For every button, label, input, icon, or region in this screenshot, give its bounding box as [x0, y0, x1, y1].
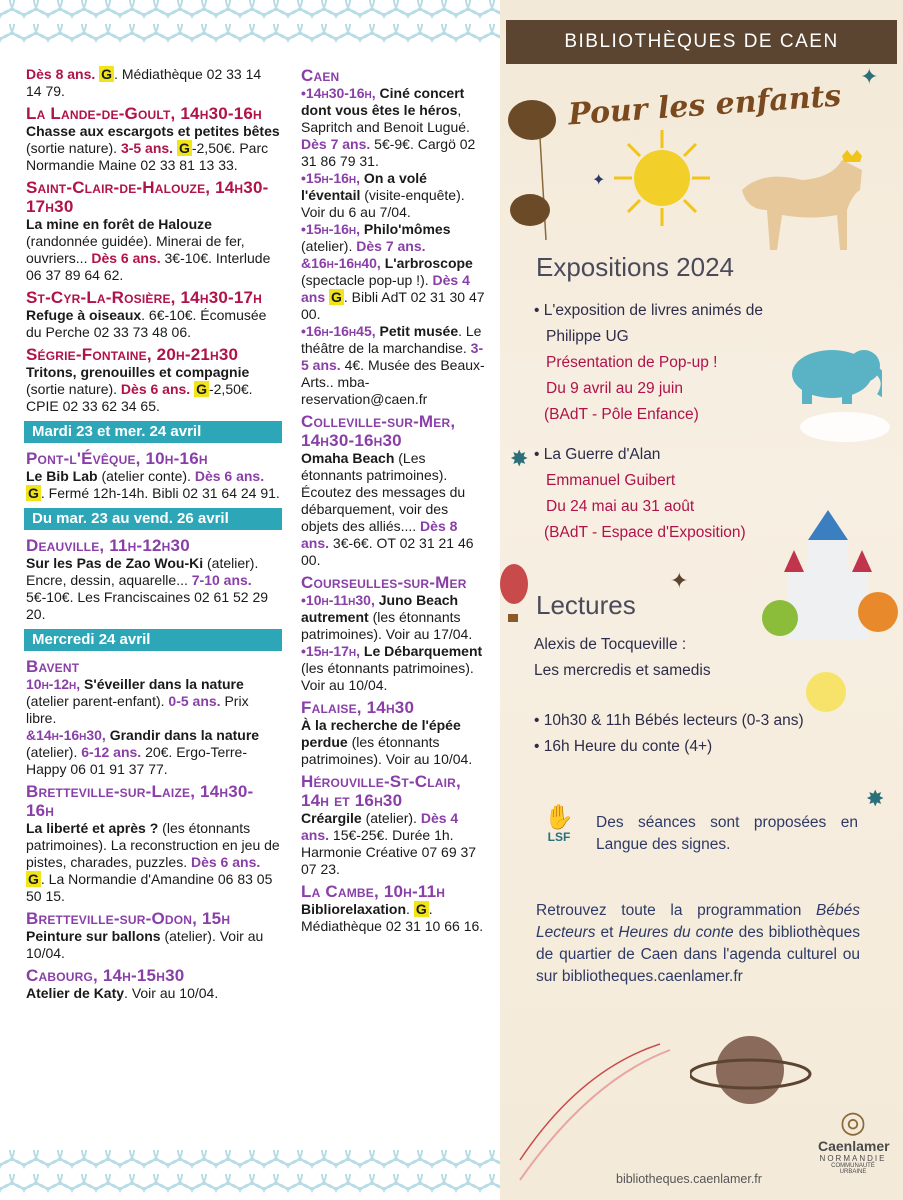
age-label: Dès 6 ans.: [187, 854, 261, 870]
entry-segrie-fontaine: [26, 345, 280, 415]
age-label: 0-5 ans.: [164, 693, 221, 709]
right-panel: [500, 0, 903, 1200]
horse-illustration: [722, 150, 882, 260]
entry-place: Caen: [301, 66, 340, 85]
entry-text: (sortie nature).: [26, 140, 118, 156]
entry-place: La Lande-de-Goult, 14h30-16h: [26, 104, 262, 123]
caen-item: [301, 85, 487, 170]
entry-text: .: [406, 901, 410, 917]
sign-language-icon: ✋ LSF: [536, 806, 582, 844]
courseulles-item: [301, 643, 487, 694]
script-title: Pour les enfants: [567, 78, 843, 133]
age-label: Dès 6 ans.: [87, 250, 161, 266]
entry-lande-de-goult: [26, 104, 280, 174]
entry-title: La mine en forêt de Halouze: [26, 216, 212, 232]
elephant-illustration: [772, 336, 882, 416]
entry-text: (atelier).: [26, 744, 78, 760]
entry-text: -2,50€. CPIE 02 33 62 34 65.: [26, 381, 253, 414]
age-label: 7-10 ans.: [187, 572, 252, 588]
entry-place: Bretteville-sur-Laize, 14h30-16h: [26, 782, 254, 820]
entry-text: (atelier conte).: [97, 468, 191, 484]
cloud-decoration: [800, 412, 890, 442]
lectures-list: [534, 708, 804, 760]
entry-title: Le Débarquement: [360, 643, 483, 659]
footer-url: bibliotheques.caenlamer.fr: [616, 1172, 762, 1186]
entry-time: •15h-17h,: [301, 643, 361, 659]
entry-time: •15h-16h,: [301, 221, 361, 237]
logo-name: Caenlamer: [818, 1138, 890, 1154]
expo-2-dates: Du 24 mai au 31 août: [546, 498, 695, 515]
age-label: Dès 6 ans.: [190, 468, 265, 484]
entry-caen: [301, 66, 487, 408]
sun-decoration: [806, 672, 846, 712]
entry-title: S'éveiller dans la nature: [80, 676, 244, 692]
entry-place: Hérouville-St-Clair, 14h et 16h30: [301, 772, 461, 810]
entry-text: 3€-6€. OT 02 31 21 46 00.: [301, 535, 474, 568]
courseulles-item: [301, 592, 487, 643]
entry-courseulles: [301, 573, 487, 694]
entry-text: (atelier). Voir au 10/04.: [26, 928, 264, 961]
age-label: 3-5 ans.: [120, 140, 174, 156]
age-label: Dès 4 ans.: [301, 810, 459, 843]
entry-herouville: [301, 772, 487, 878]
expo-2: [534, 442, 746, 546]
star-icon: ✦: [860, 64, 879, 89]
entry-title: Peinture sur ballons: [26, 928, 161, 944]
entry-title: Créargile: [301, 810, 362, 826]
entry-place: Courseulles-sur-Mer: [301, 573, 467, 592]
age-label: 3-5 ans.: [301, 340, 484, 373]
lectures-item: • 16h Heure du conte (4+): [534, 738, 713, 755]
entry-text: (spectacle pop-up !).: [301, 272, 429, 288]
entry-time: •15h-16h,: [301, 170, 361, 186]
free-badge: G: [178, 140, 190, 156]
entry-title: Atelier de Katy: [26, 985, 125, 1001]
sun-illustration: [612, 128, 712, 228]
entry-title: Le Bib Lab: [26, 468, 98, 484]
entry-time: &16h-16h40,: [301, 255, 381, 271]
caenlamer-logo: [818, 1108, 888, 1175]
entry-title: Refuge à oiseaux: [26, 307, 142, 323]
entry-text: Prix libre.: [26, 693, 249, 726]
entry-text: . Voir au 10/04.: [124, 985, 219, 1001]
entry-title: On a volé l'éventail: [301, 170, 427, 203]
logo-sub: NORMANDIE: [819, 1154, 887, 1163]
entry-place: Ségrie-Fontaine, 20h-21h30: [26, 345, 239, 364]
expo-2-author: Emmanuel Guibert: [546, 472, 676, 489]
entry-title: Bibliorelaxation: [301, 901, 407, 917]
entry-text: . Bibli AdT 02 31 30 47 00.: [301, 289, 485, 322]
expo-2-title: • La Guerre d'Alan: [534, 446, 661, 463]
castle-illustration: [758, 500, 898, 650]
logo-sub2: COMMUNAUTÉ URBAINE: [831, 1163, 875, 1175]
entry-time: •10h-11h30,: [301, 592, 375, 608]
date-band: Du mar. 23 au vend. 26 avril: [24, 508, 282, 530]
free-badge: G: [331, 289, 342, 305]
entry-place: Saint-Clair-de-Halouze, 14h30-17h30: [26, 178, 269, 216]
entry-la-cambe: [301, 882, 487, 935]
outro-text: Retrouvez toute la programmation Bébés Lecteurs et Heures du conte des bibliothèques de quartier de Caen dans l'agenda culturel ou sur bibliotheques.caenlamer.fr: [536, 902, 860, 985]
entry-place: Cabourg, 14h-15h30: [26, 966, 185, 985]
entry-place: Deauville, 11h-12h30: [26, 536, 190, 555]
expo-1-location: (BAdT - Pôle Enfance): [544, 406, 699, 423]
entry-cabourg: [26, 966, 280, 1002]
entry-title: La liberté et après ?: [26, 820, 159, 836]
age-label: Dès 6 ans.: [117, 381, 191, 397]
entry-text: 4€. Musée des Beaux-Arts.. mba-reservation@caen.fr: [301, 357, 485, 407]
left-column: [26, 66, 280, 1006]
entry-place: Falaise, 14h30: [301, 698, 415, 717]
star-icon: ✸: [866, 786, 885, 811]
entry-falaise: [301, 698, 487, 768]
entry-text: . Le théâtre de la marchandise.: [301, 323, 482, 356]
date-band: Mardi 23 et mer. 24 avril: [24, 421, 282, 443]
entry-text: (randonnée guidée). Minerai de fer, ouvriers...: [26, 233, 245, 266]
caen-item: [301, 323, 487, 408]
entry-text: (atelier).: [301, 238, 353, 254]
entry-title: Ciné concert dont vous êtes le héros: [301, 85, 465, 118]
decorative-pattern-top: [0, 0, 500, 48]
entry-text: (atelier). Encre, dessin, aquarelle...: [26, 555, 259, 588]
entry-text: . Médiathèque 02 33 14 14 79.: [26, 66, 262, 99]
age-label: Dès 8 ans.: [301, 518, 458, 551]
lectures-item: • 10h30 & 11h Bébés lecteurs (0-3 ans): [534, 712, 804, 729]
entry-text: (les étonnants patrimoines). Voir au 10/04.: [301, 660, 474, 693]
free-badge: G: [101, 66, 113, 82]
entry-bavent: [26, 657, 280, 778]
entry-text: -2,50€. Parc Normandie Maine 02 33 81 13 33.: [26, 140, 269, 173]
entry-bretteville-laize: [26, 782, 280, 905]
free-badge: G: [196, 381, 207, 397]
age-label: Dès 7 ans.: [352, 238, 426, 254]
entry-place: Pont-l'Évêque, 10h-16h: [26, 449, 208, 468]
entry-text: . Médiathèque 02 31 10 66 16.: [301, 901, 484, 934]
lectures-heading: Lectures: [536, 590, 636, 620]
entry-text: 15€-25€. Durée 1h. Harmonie Créative 07 69 37 07 23.: [301, 827, 477, 877]
age-label: Dès 4 ans: [301, 272, 470, 305]
planet-illustration: [690, 1018, 820, 1118]
entry-title: Sur les Pas de Zao Wou-Ki: [26, 555, 204, 571]
entry-bretteville-odon: [26, 909, 280, 962]
lectures-days: Les mercredis et samedis: [534, 662, 711, 679]
entry-text: 5€-10€. Les Franciscaines 02 61 52 29 20.: [26, 589, 269, 622]
expo-1-title: • L'exposition de livres animés de: [534, 302, 763, 319]
entry-text: (les étonnants patrimoines). Voir au 10/04.: [301, 734, 473, 767]
entry-place: St-Cyr-La-Rosière, 14h30-17h: [26, 288, 263, 307]
lsf-note: Des séances sont proposées en Langue des signes.: [596, 814, 858, 853]
entry-title: À la recherche de l'épée perdue: [301, 717, 461, 750]
entry-title: Chasse aux escargots et petites bêtes: [26, 123, 280, 139]
library-banner: BIBLIOTHÈQUES DE CAEN: [506, 20, 897, 64]
entry-st-cyr: [26, 288, 280, 341]
expo-1: [534, 298, 763, 428]
hot-air-balloon-illustration: [500, 560, 540, 640]
entry-deauville: [26, 536, 280, 623]
entry-text: (les étonnants patrimoines). La reconstruction en jeu de pistes, charades, puzzles.: [26, 820, 280, 870]
entry-text: , Sapritch and Benoit Lugué.: [301, 102, 470, 135]
expo-1-artist: Philippe UG: [546, 328, 629, 345]
entry-title: Philo'mômes: [360, 221, 451, 237]
entry-title: Juno Beach autrement: [301, 592, 459, 625]
entry-text: . 6€-10€. Écomusée du Perche 02 33 73 48 06.: [26, 307, 267, 340]
entry-text: 5€-9€. Cargö 02 31 86 79 31.: [301, 136, 476, 169]
entry-saint-clair: [26, 178, 280, 284]
free-badge: G: [28, 485, 39, 501]
entry-time: 10h-12h,: [26, 676, 81, 692]
entry-title: L'arbroscope: [380, 255, 473, 271]
entry-title: Petit musée: [375, 323, 459, 339]
expositions-heading: Expositions 2024: [536, 252, 735, 282]
entry-text: . Fermé 12h-14h. Bibli 02 31 64 24 91.: [40, 485, 280, 501]
entry-time: •14h30-16h,: [301, 85, 376, 101]
lectures-library: Alexis de Tocqueville :: [534, 636, 687, 653]
logo-mark-icon: ◎: [839, 1106, 867, 1139]
entry-text: (atelier).: [361, 810, 417, 826]
entry-pont-l-eveque: [26, 449, 280, 502]
entry-text: (Les étonnants patrimoines). Écoutez des messages du débarquement, voir des objets des alliés....: [301, 450, 466, 534]
star-icon: ✦: [670, 568, 689, 593]
caen-item: [301, 255, 487, 323]
star-icon: ✸: [510, 446, 529, 471]
entry-colleville: [301, 412, 487, 569]
age-label: Dès 7 ans.: [301, 136, 371, 152]
entry-continued: [26, 66, 280, 100]
entry-text: (les étonnants patrimoines). Voir au 17/04.: [301, 609, 473, 642]
expo-1-subtitle: Présentation de Pop-up !: [546, 354, 718, 371]
star-icon: ✦: [592, 172, 606, 189]
entry-time: &14h-16h30,: [26, 727, 106, 743]
entry-place: Colleville-sur-Mer, 14h30-16h30: [301, 412, 456, 450]
entry-time: •16h-16h45,: [301, 323, 376, 339]
decorative-pattern-bottom: [0, 1150, 500, 1198]
expo-2-location: (BAdT - Espace d'Exposition): [544, 524, 746, 541]
entry-text: 3€-10€. Interlude 06 37 89 64 62.: [26, 250, 271, 283]
entry-text: (visite-enquête). Voir du 6 au 7/04.: [301, 187, 465, 220]
entry-text: . La Normandie d'Amandine 06 83 05 50 15.: [26, 871, 273, 904]
entry-place: Bavent: [26, 657, 80, 676]
book-illustration: [510, 1040, 680, 1190]
age-label: Dès 8 ans.: [26, 66, 96, 82]
entry-text: (sortie nature).: [26, 381, 118, 397]
entry-place: La Cambe, 10h-11h: [301, 882, 446, 901]
middle-column: [301, 66, 487, 939]
lectures-location: [534, 632, 711, 684]
free-badge: G: [28, 871, 39, 887]
entry-title: Tritons, grenouilles et compagnie: [26, 364, 250, 380]
caen-item: [301, 170, 487, 221]
expo-1-dates: Du 9 avril au 29 juin: [546, 380, 683, 397]
date-band: Mercredi 24 avril: [24, 629, 282, 651]
entry-place: Bretteville-sur-Odon, 15h: [26, 909, 231, 928]
lsf-label: LSF: [547, 830, 571, 844]
age-label: 6-12 ans.: [77, 744, 142, 760]
entry-text: (atelier parent-enfant).: [26, 693, 165, 709]
entry-title: Grandir dans la nature: [105, 727, 260, 743]
caen-item: [301, 221, 487, 255]
entry-title: Omaha Beach: [301, 450, 395, 466]
entry-text: 20€. Ergo-Terre-Happy 06 01 91 37 77.: [26, 744, 248, 777]
free-badge: G: [415, 901, 427, 917]
